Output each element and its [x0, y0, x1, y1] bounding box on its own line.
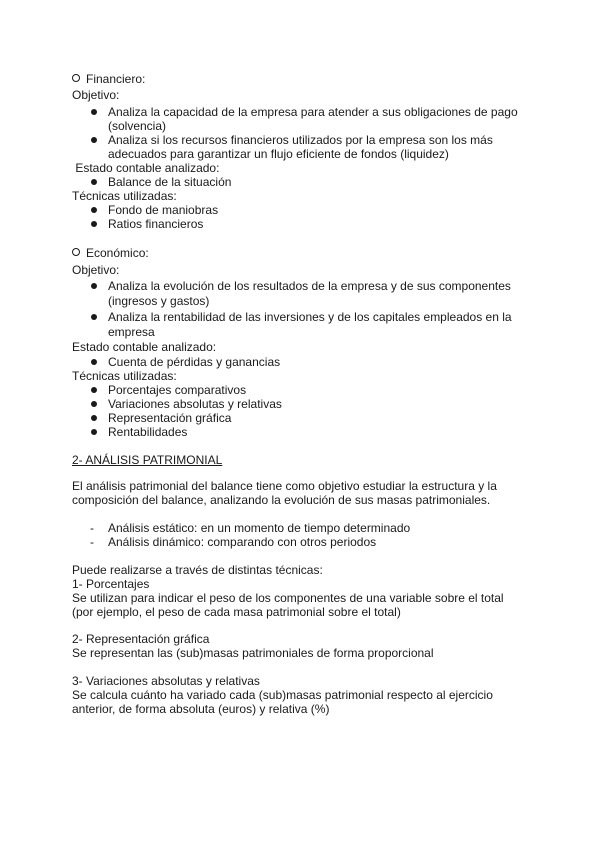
bullet-icon: [91, 179, 97, 185]
financiero-tecnicas-label: Técnicas utilizadas:: [72, 189, 177, 203]
tecnica-3-text-2: anterior, de forma absoluta (euros) y relativa (%): [72, 702, 330, 716]
economico-tecnica-4: Rentabilidades: [108, 425, 188, 439]
economico-tecnica-3: Representación gráfica: [108, 411, 232, 425]
dash-bullet-icon: -: [90, 521, 94, 535]
financiero-objetivo-2: Analiza si los recursos financieros utilizados por la empresa son los más: [108, 133, 493, 147]
tecnica-3-title: 3- Variaciones absolutas y relativas: [72, 674, 260, 688]
economico-tecnica-1: Porcentajes comparativos: [108, 383, 247, 397]
intro-line-1: El análisis patrimonial del balance tiene como objetivo estudiar la estructura y la: [72, 479, 497, 493]
section-heading: 2- ANÁLISIS PATRIMONIAL: [72, 453, 223, 467]
economico-tecnicas-label: Técnicas utilizadas:: [72, 369, 177, 383]
financiero-tecnica-1: Fondo de maniobras: [108, 203, 219, 217]
bullet-icon: [91, 221, 97, 227]
economico-objetivo-2: Analiza la rentabilidad de las inversiones y de los capitales empleados en la: [108, 310, 512, 324]
tecnica-1-text-1: Se utilizan para indicar el peso de los componentes de una variable sobre el total: [72, 591, 504, 605]
bullet-icon: [91, 109, 97, 115]
tecnica-3-text-1: Se calcula cuánto ha variado cada (sub)masas patrimonial respecto al ejercicio: [72, 688, 493, 702]
economico-objetivo-1: Analiza la evolución de los resultados de la empresa y de sus componentes: [108, 279, 511, 293]
financiero-objetivo-label: Objetivo:: [72, 88, 120, 102]
economico-objetivo-label: Objetivo:: [72, 263, 120, 277]
bullet-icon: [91, 359, 97, 365]
bullet-icon: [91, 314, 97, 320]
financiero-estado: Balance de la situación: [108, 175, 232, 189]
intro-line-2: composición del balance, analizando la evolución de sus masas patrimoniales.: [72, 493, 491, 507]
tecnica-2-title: 2- Representación gráfica: [72, 632, 210, 646]
bullet-icon: [91, 137, 97, 143]
financiero-estado-label: Estado contable analizado:: [72, 161, 220, 175]
tecnicas-intro: Puede realizarse a través de distintas técnicas:: [72, 563, 323, 577]
bullet-icon: [91, 207, 97, 213]
tipo-dinamico: Análisis dinámico: comparando con otros periodos: [108, 535, 377, 549]
bullet-icon: [91, 283, 97, 289]
dash-bullet-icon: -: [90, 535, 94, 549]
tecnica-1-title: 1- Porcentajes: [72, 577, 150, 591]
economico-tecnica-2: Variaciones absolutas y relativas: [108, 397, 282, 411]
economico-estado-label: Estado contable analizado:: [72, 340, 217, 354]
circle-bullet-icon: [72, 74, 80, 82]
economico-estado: Cuenta de pérdidas y ganancias: [108, 355, 281, 369]
bullet-icon: [91, 387, 97, 393]
economico-objetivo-1-cont: (ingresos y gastos): [108, 294, 210, 308]
tecnica-1-text-2: (por ejemplo, el peso de cada masa patrimonial sobre el total): [72, 605, 401, 619]
bullet-icon: [91, 401, 97, 407]
tipo-estatico: Análisis estático: en un momento de tiempo determinado: [108, 521, 411, 535]
financiero-objetivo-1-cont: (solvencia): [108, 119, 167, 133]
financiero-tecnica-2: Ratios financieros: [108, 217, 204, 231]
bullet-icon: [91, 415, 97, 421]
financiero-objetivo-1: Analiza la capacidad de la empresa para atender a sus obligaciones de pago: [108, 105, 518, 119]
tecnica-2-text: Se representan las (sub)masas patrimoniales de forma proporcional: [72, 646, 434, 660]
economico-objetivo-2-cont: empresa: [108, 325, 155, 339]
circle-bullet-icon: [72, 248, 80, 256]
financiero-objetivo-2-cont: adecuados para garantizar un flujo eficiente de fondos (liquidez): [108, 147, 449, 161]
bullet-icon: [91, 429, 97, 435]
economico-title: Económico:: [72, 246, 149, 260]
financiero-title: Financiero:: [72, 72, 145, 86]
